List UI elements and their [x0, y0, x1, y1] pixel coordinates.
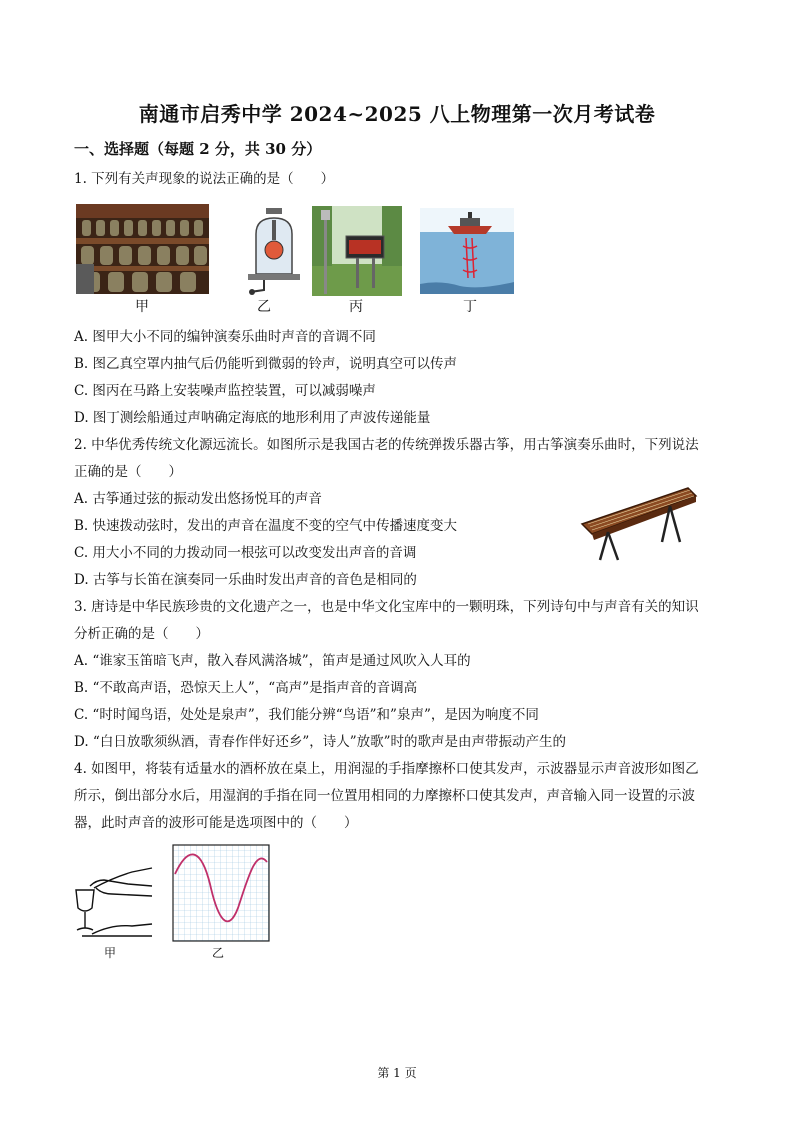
q3-option-d: D. “白日放歌须纵酒，青春作伴好还乡”，诗人”放歌”时的歌声是由声带振动产生的: [74, 734, 567, 750]
q2-option-a: A. 古筝通过弦的振动发出悠扬悦耳的声音: [74, 491, 322, 507]
section-title: 一、选择题（每题 2 分，共 30 分）: [74, 140, 322, 158]
q4-stem-line1: 4. 如图甲，将装有适量水的酒杯放在桌上，用润湿的手指摩擦杯口使其发声，示波器显示声音波形如图乙: [74, 761, 699, 777]
fig-label-yi: 乙: [257, 299, 271, 315]
q3-stem-line2: 分析正确的是（ ）: [74, 626, 209, 642]
q4-fig-label-yi: 乙: [212, 946, 225, 960]
q3-option-a: A. “谁家玉笛暗飞声，散入春风满洛城”，笛声是通过风吹入人耳的: [74, 653, 471, 669]
q4-stem-line3: 器，此时声音的波形可能是选项图中的（ ）: [74, 815, 358, 831]
bell-jar-image: [242, 206, 306, 298]
sonar-ship-image: [420, 208, 514, 294]
q2-stem-line1: 2. 中华优秀传统文化源远流长。如图所示是我国古老的传统弹拨乐器古筝，用古筝演奏乐曲时，下列说法: [74, 437, 699, 453]
noise-monitor-image: [312, 206, 402, 296]
q3-stem-line1: 3. 唐诗是中华民族珍贵的文化遗产之一，也是中华文化宝库中的一颗明珠，下列诗句中与声音有关的知识: [74, 599, 699, 615]
page-number: 第 1 页: [377, 1066, 417, 1080]
q1-option-c: C. 图丙在马路上安装噪声监控装置，可以减弱噪声: [74, 383, 376, 399]
q2-option-b: B. 快速拨动弦时，发出的声音在温度不变的空气中传播速度变大: [74, 518, 458, 534]
q1-option-b: B. 图乙真空罩内抽气后仍能听到微弱的铃声，说明真空可以传声: [74, 356, 458, 372]
q4-fig-label-jia: 甲: [104, 946, 117, 960]
q3-option-c: C. “时时闻鸟语，处处是泉声”，我们能分辨“鸟语”和”泉声”，是因为响度不同: [74, 707, 539, 723]
guzheng-image: [578, 484, 698, 564]
wine-glass-figure: [72, 864, 156, 944]
q1-stem: 1. 下列有关声现象的说法正确的是（ ）: [74, 171, 335, 187]
oscilloscope-waveform: [172, 844, 270, 942]
q2-stem-line2: 正确的是（ ）: [74, 464, 182, 480]
fig-label-bing: 丙: [349, 299, 363, 315]
bell-chime-image: [76, 204, 209, 294]
q2-option-d: D. 古筝与长笛在演奏同一乐曲时发出声音的音色是相同的: [74, 572, 417, 588]
fig-label-ding: 丁: [463, 299, 477, 315]
q1-figures: [74, 204, 477, 319]
fig-label-jia: 甲: [135, 299, 149, 315]
q1-option-d: D. 图丁测绘船通过声呐确定海底的地形利用了声波传递能量: [74, 410, 431, 426]
q1-option-a: A. 图甲大小不同的编钟演奏乐曲时声音的音调不同: [74, 329, 376, 345]
page-title: 南通市启秀中学 2024~2025 八上物理第一次月考试卷: [138, 102, 656, 126]
q2-option-c: C. 用大小不同的力拨动同一根弦可以改变发出声音的音调: [74, 545, 417, 561]
q3-option-b: B. “不敢高声语，恐惊天上人”，“高声”是指声音的音调高: [74, 680, 418, 696]
q4-stem-line2: 所示，倒出部分水后，用湿润的手指在同一位置用相同的力摩擦杯口使其发声，声音输入同一设置的示波: [74, 788, 695, 804]
